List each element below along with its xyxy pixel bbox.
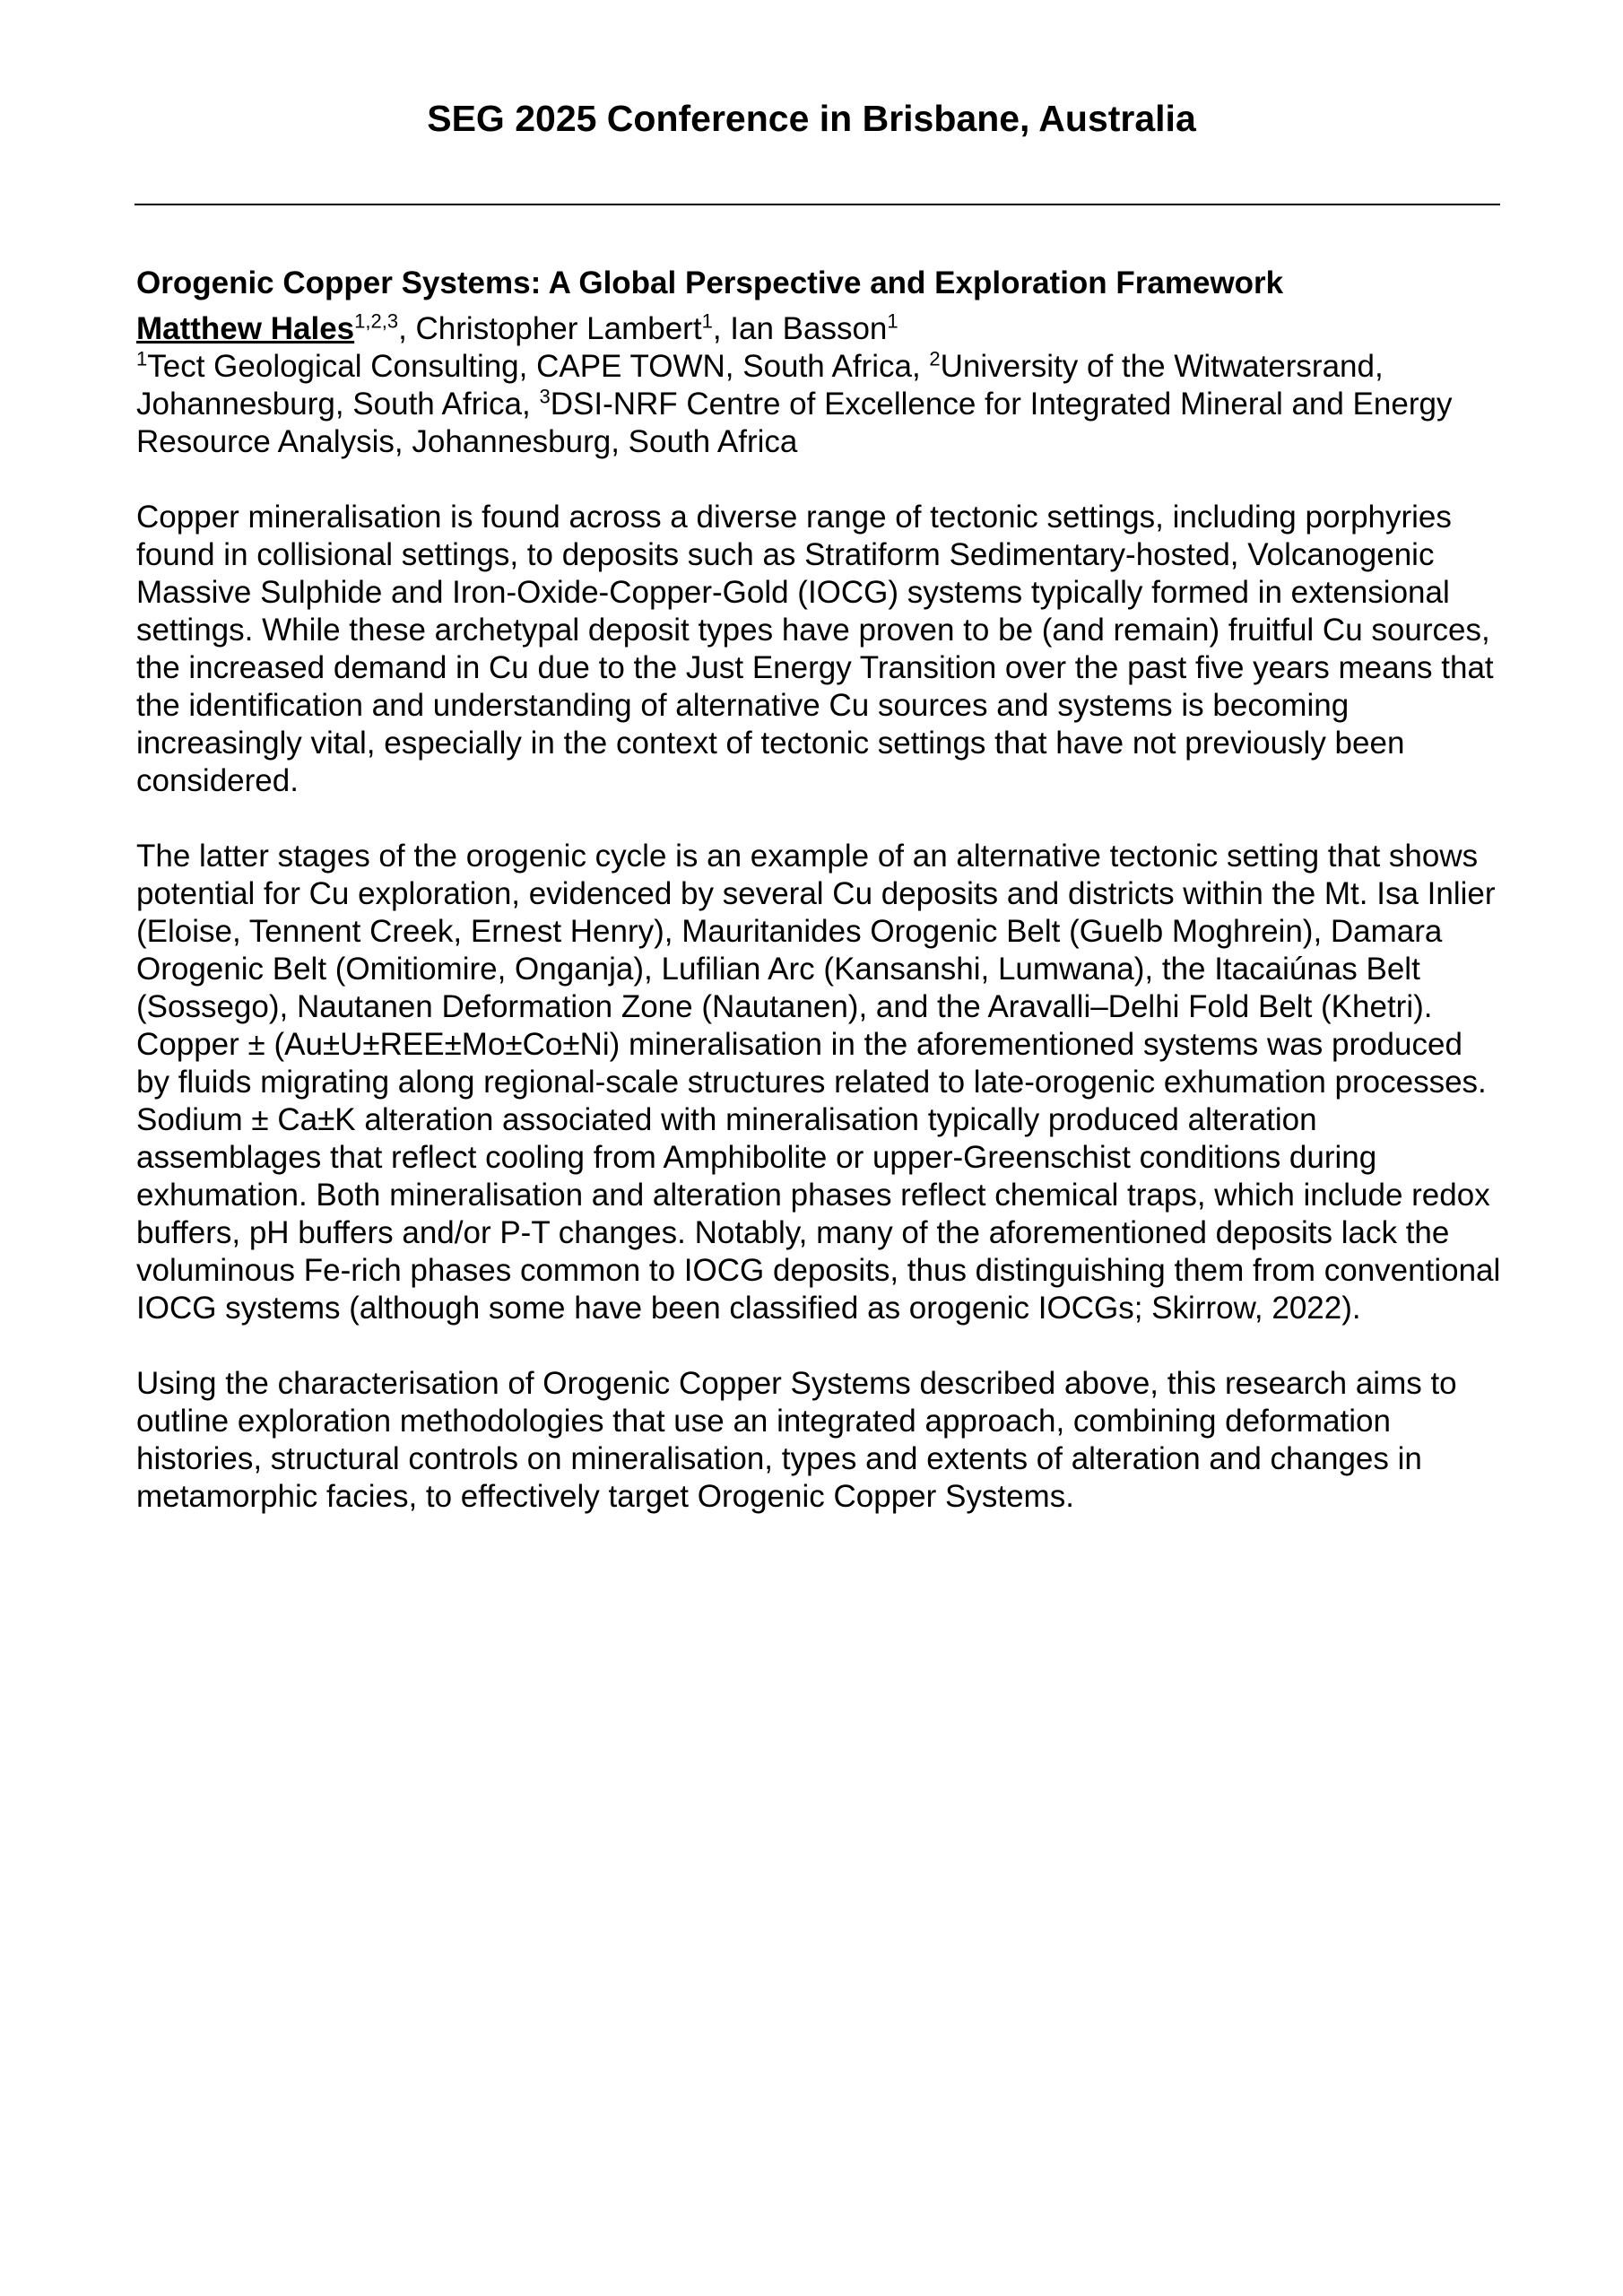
- author-separator: ,: [398, 311, 416, 346]
- author-affiliation-mark: 1: [887, 309, 898, 333]
- author-name-presenter: Matthew Hales: [136, 311, 355, 346]
- abstract-paragraph-1: Copper mineralisation is found across a diverse range of tectonic settings, including porphyries found in collisional settings, to deposits such as Stratiform Sedimentary-hosted, Volcanogenic Massive Sulphide and Iron-Oxide-Copper-Gold (IOCG) systems typically formed in extensional settings. While these archetypal deposit types have proven to be (and remain) fruitful Cu sources, the increased demand in Cu due to the Just Energy Transition over the past five years means that the identification and understanding of alternative Cu sources and systems is becoming increasingly vital, especially in the context of tectonic settings that have not previously been considered.: [136, 500, 1494, 798]
- affiliation-text: University of the Witwatersrand, Johannesburg, South Africa,: [136, 349, 1384, 422]
- abstract-body: [136, 260, 1504, 1553]
- affiliation-list: [136, 348, 1504, 461]
- abstract-paragraph-3: Using the characterisation of Orogenic Copper Systems described above, this research aims to outline exploration methodologies that use an integrated approach, combining deformation histories, structural controls on mineralisation, types and extents of alteration and changes in metamorphic facies, to effectively target Orogenic Copper Systems.: [136, 1366, 1457, 1514]
- conference-title: SEG 2025 Conference in Brisbane, Australia: [427, 98, 1196, 139]
- author-list: [136, 310, 1504, 348]
- author-separator: ,: [712, 311, 731, 346]
- affiliation-number: 3: [539, 385, 551, 408]
- affiliation-number: 1: [136, 347, 148, 370]
- author-name: Ian Basson: [730, 311, 888, 346]
- affiliation-number: 2: [929, 347, 941, 370]
- author-affiliation-mark: 1,2,3: [354, 309, 399, 333]
- author-name: Christopher Lambert: [415, 311, 702, 346]
- affiliation-text: Tect Geological Consulting, CAPE TOWN, South Africa,: [147, 349, 930, 384]
- header-divider: [135, 204, 1500, 205]
- author-affiliation-mark: 1: [701, 309, 713, 333]
- paper-title: Orogenic Copper Systems: A Global Perspective and Exploration Framework: [136, 265, 1284, 300]
- affiliation-text: DSI-NRF Centre of Excellence for Integrated Mineral and Energy Resource Analysis, Johannesburg, South Africa: [136, 387, 1453, 459]
- abstract-paragraph-2: The latter stages of the orogenic cycle is an example of an alternative tectonic setting that shows potential for Cu exploration, evidenced by several Cu deposits and districts within the Mt. Isa Inlier (Eloise, Tennent Creek, Ernest Henry), Mauritanides Orogenic Belt (Guelb Moghrein), Damara Orogenic Belt (Omitiomire, Onganja), Lufilian Arc (Kansanshi, Lumwana), the Itacaiúnas Belt (Sossego), Nautanen Deformation Zone (Nautanen), and the Aravalli–Delhi Fold Belt (Khetri). Copper ± (Au±U±REE±Mo±Co±Ni) mineralisation in the aforementioned systems was produced by fluids migrating along regional-scale structures related to late-orogenic exhumation processes. Sodium ± Ca±K alteration associated with mineralisation typically produced alteration assemblages that reflect cooling from Amphibolite or upper-Greenschist conditions during exhumation. Both mineralisation and alteration phases reflect chemical traps, which include redox buffers, pH buffers and/or P-T changes. Notably, many of the aforementioned deposits lack the voluminous Fe-rich phases common to IOCG deposits, thus distinguishing them from conventional IOCG systems (although some have been classified as orogenic IOCGs; Skirrow, 2022).: [136, 839, 1501, 1326]
